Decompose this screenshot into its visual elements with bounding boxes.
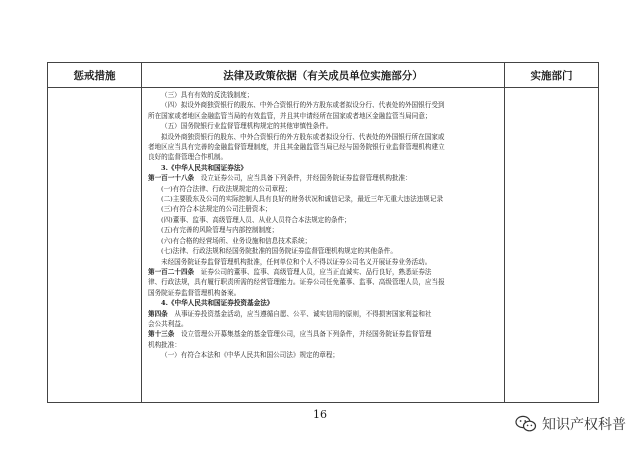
text-line: （一）有符合本法和《中华人民共和国公司法》规定的章程； [161, 351, 340, 360]
text-line: 良好的监督管理合作机制。 [148, 153, 228, 162]
text-line [148, 173, 500, 183]
text-line: （五）国务院银行业监督管理机构规定的其他审慎性条件。 [161, 122, 333, 131]
legal-text [142, 88, 504, 361]
article-text: 从事证券投资基金活动，应当遵循自愿、公平、诚实信用的原则，不得损害国家利益和社 [167, 309, 432, 318]
text-line: 会公共利益。 [148, 319, 188, 328]
text-line: 3.《中华人民共和国证券法》 [161, 163, 248, 172]
text-line: (二)主要股东及公司的实际控制人具有良好的财务状况和诚信记录，最近三年无重大违法违规记录 [161, 195, 444, 204]
article-text: 设立证券公司，应当具备下列条件，并经国务院证券监督管理机构批准： [194, 174, 412, 183]
text-line: (六)有合格的经营场所、业务设施和信息技术系统； [161, 236, 312, 245]
text-line: 者地区应当具有完善的金融监督管理制度，并且其金融监管当局已经与国务院银行业监督管理机构建立 [148, 143, 445, 152]
text-line [148, 329, 500, 339]
article-text: 设立管理公开募集基金的基金管理公司，应当具备下列条件，并经国务院证券监督管理 [174, 330, 432, 339]
text-line: 律、行政法规，具有履行职责所需的经营管理能力。证券公司任免董事、监事、高级管理人员，应当报 [148, 278, 445, 287]
text-line: (七)法律、行政法规和经国务院批准的国务院证券监督管理机构规定的其他条件。 [161, 247, 397, 256]
department-cell [505, 88, 599, 403]
measures-cell [48, 88, 142, 403]
table-body-row [48, 88, 599, 403]
table-header-row [48, 63, 599, 88]
article-number: 第一百一十八条 [148, 174, 195, 183]
header-legal-basis: 法律及政策依据（有关成员单位实施部分） [142, 63, 505, 88]
watermark-text: 知识产权科普 [542, 417, 626, 433]
watermark [515, 414, 626, 434]
text-line: 所在国家或者地区金融监管当局的有效监管，并且其申请经所在国家或者地区金融监管当局同意； [148, 111, 432, 120]
text-line: (一)有符合法律、行政法规规定的公司章程； [161, 184, 292, 193]
legal-basis-cell [142, 88, 505, 403]
text-line: (三)有符合本法规定的公司注册资本； [161, 205, 272, 214]
header-measures: 惩戒措施 [48, 63, 142, 88]
text-line [148, 267, 500, 277]
policy-table [47, 62, 599, 403]
text-line [148, 309, 500, 319]
page-number: 16 [313, 408, 327, 421]
text-line: (五)有完善的风险管理与内部控制制度； [161, 226, 279, 235]
text-line: 4.《中华人民共和国证券投资基金法》 [161, 299, 274, 308]
text-line: 拟设外商独资银行的股东、中外合资银行的外方股东或者拟设分行、代表处的外国银行所在国家或 [161, 132, 445, 141]
article-number: 第四条 [148, 309, 168, 318]
wechat-icon [515, 415, 537, 433]
text-line: （四）拟设外商独资银行的股东、中外合资银行的外方股东或者拟设分行、代表处的外国银行受到 [161, 101, 445, 110]
article-text: 证券公司的董事、监事、高级管理人员，应当正直诚实、品行良好，熟悉证券法 [194, 267, 432, 276]
article-number: 第十三条 [148, 330, 175, 339]
text-line: (四)董事、监事、高级管理人员、从业人员符合本法规定的条件； [161, 215, 351, 224]
header-department: 实施部门 [505, 63, 599, 88]
text-line: 机构批准： [148, 340, 181, 349]
text-line: 国务院证券监督管理机构备案。 [148, 288, 241, 297]
article-number: 第一百二十四条 [148, 267, 195, 276]
text-line: 未经国务院证券监督管理机构批准，任何单位和个人不得以证券公司名义开展证券业务活动。 [161, 257, 432, 266]
text-line: （三）具有有效的反洗钱制度； [161, 91, 254, 99]
